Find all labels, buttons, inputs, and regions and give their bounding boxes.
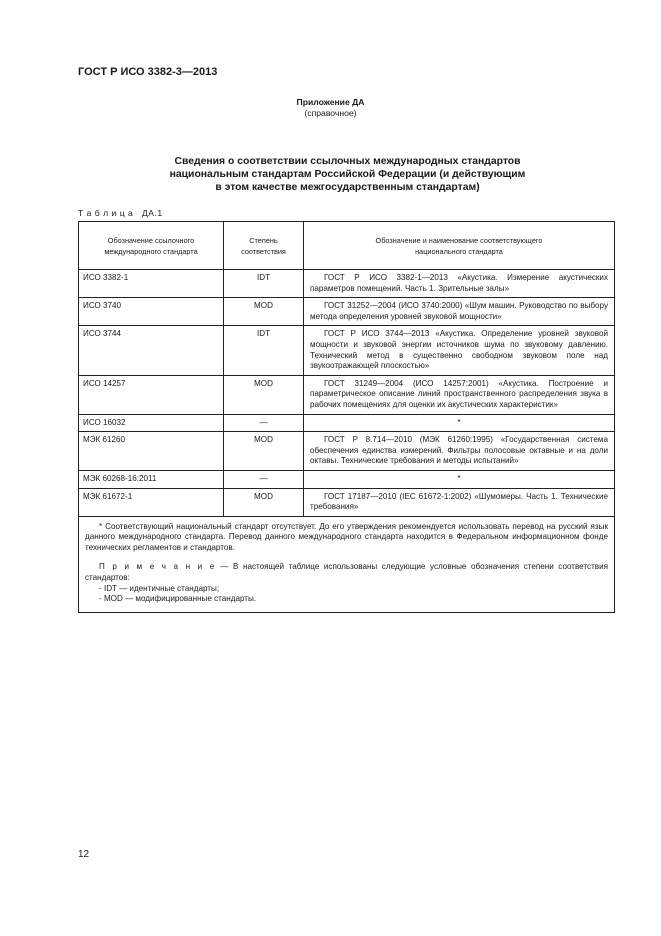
title-line: в этом качестве межгосударственным стандартам): [215, 182, 480, 193]
degree-cell: MOD: [224, 432, 304, 471]
column-header-reference: Обозначение ссылочного международного стандарта: [79, 222, 224, 270]
column-header-degree: Степень соответствия: [224, 222, 304, 270]
section-title: [120, 155, 575, 194]
table-row: [79, 375, 615, 414]
table-row: [79, 470, 615, 488]
table-footnote-row: [79, 516, 615, 612]
table-label: Т а б л и ц а ДА.1: [78, 208, 163, 218]
degree-cell: IDT: [224, 326, 304, 375]
table-row: [79, 414, 615, 432]
national-standard-cell: ГОСТ Р 8.714—2010 (МЭК 61260:1995) «Государственная система обеспечения единства измерений. Фильтры полосовые октавные и на доли октавы. Технические требования и методы испытаний»: [304, 432, 615, 471]
table-note: [85, 562, 608, 583]
table-row: [79, 298, 615, 326]
table-row: [79, 488, 615, 516]
reference-cell: МЭК 60268-16:2011: [79, 470, 224, 488]
reference-cell: ИСО 3382-1: [79, 270, 224, 298]
page-number: 12: [78, 849, 90, 860]
degree-cell: —: [224, 470, 304, 488]
column-header-national: Обозначение и наименование соответствующего национального стандарта: [304, 222, 615, 270]
reference-cell: ИСО 3740: [79, 298, 224, 326]
note-list-item: - MOD — модифицированные стандарты.: [99, 594, 257, 604]
annex-title: Приложение ДА: [296, 97, 365, 107]
national-standard-cell: *: [304, 414, 615, 432]
annex-heading: [0, 97, 661, 119]
reference-cell: ИСО 16032: [79, 414, 224, 432]
national-standard-cell: ГОСТ 31249—2004 (ИСО 14257:2001) «Акустика. Построение и параметрическое описание линий пространственного распределения звука в рабочих помещениях для оценки их акустических характеристик»: [304, 375, 615, 414]
title-line: Сведения о соответствии ссылочных международных стандартов: [174, 156, 521, 167]
reference-cell: МЭК 61672-1: [79, 488, 224, 516]
document-header: ГОСТ Р ИСО 3382-3—2013: [78, 66, 218, 78]
national-standard-cell: ГОСТ Р ИСО 3382-1—2013 «Акустика. Измерение акустических параметров помещений. Часть 1. Зрительные залы»: [304, 270, 615, 298]
national-standard-cell: ГОСТ Р ИСО 3744—2013 «Акустика. Определение уровней звуковой мощности и звуковой энергии источников шума по звуковому давлению. Технический метод в существенно свободном звуковом поле над звукоотражающей плоскостью»: [304, 326, 615, 375]
correspondence-table: [78, 221, 615, 613]
note-text: — В настоящей таблице использованы следующие условные обозначения степени соответствия стандартов:: [85, 562, 608, 583]
degree-cell: MOD: [224, 298, 304, 326]
title-line: национальным стандартам Российской Федерации (и действующим: [169, 169, 526, 180]
note-list-item: - IDT — идентичные стандарты;: [99, 583, 220, 593]
reference-cell: МЭК 61260: [79, 432, 224, 471]
national-standard-cell: ГОСТ 31252—2004 (ИСО 3740:2000) «Шум машин. Руководство по выбору метода определения уровней звуковой мощности»: [304, 298, 615, 326]
degree-cell: —: [224, 414, 304, 432]
annex-subtitle: (справочное): [304, 108, 357, 118]
reference-cell: ИСО 3744: [79, 326, 224, 375]
degree-cell: IDT: [224, 270, 304, 298]
table-row: [79, 326, 615, 375]
table-header-row: [79, 222, 615, 270]
degree-cell: MOD: [224, 375, 304, 414]
degree-cell: MOD: [224, 488, 304, 516]
table-row: [79, 432, 615, 471]
national-standard-cell: ГОСТ 17187—2010 (IEC 61672-1:2002) «Шумомеры. Часть 1. Технические требования»: [304, 488, 615, 516]
table-row: [79, 270, 615, 298]
table-footnote: [79, 516, 615, 612]
national-standard-cell: *: [304, 470, 615, 488]
footnote-text: * Соответствующий национальный стандарт отсутствует. До его утверждения рекомендуется использовать перевод на русский язык данного международного стандарта. Перевод данного международного стандарта находится в Федеральном информационном фонде технических регламентов и стандартов.: [85, 521, 608, 552]
note-label: П р и м е ч а н и е: [99, 562, 216, 572]
reference-cell: ИСО 14257: [79, 375, 224, 414]
